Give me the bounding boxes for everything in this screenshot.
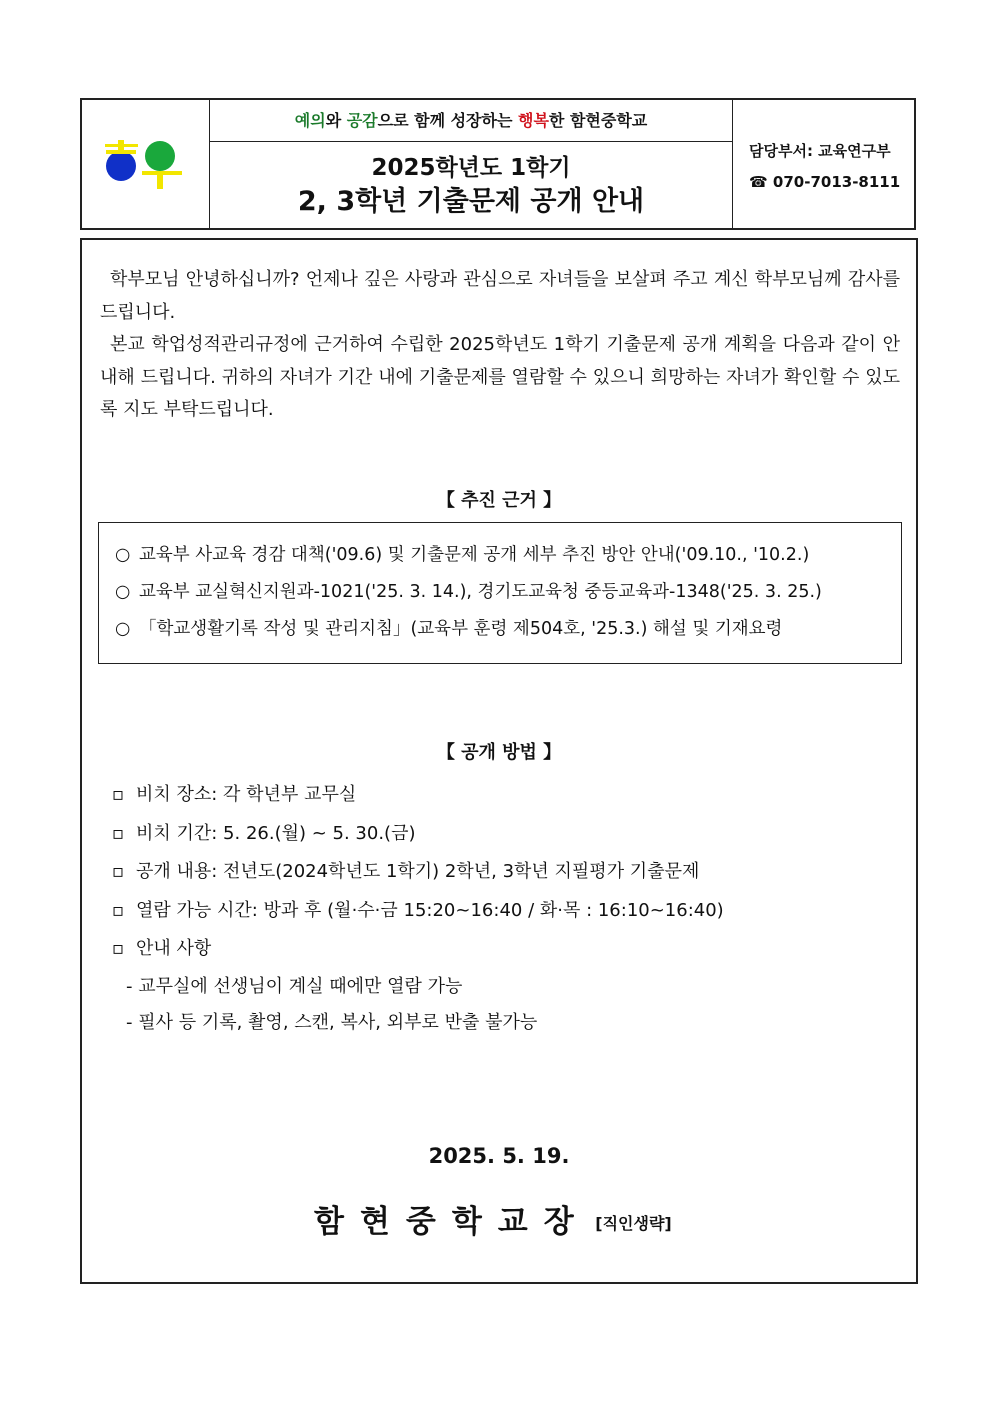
method-section-title: 【 공개 방법 】 <box>436 742 562 763</box>
circle-bullet-icon: ○ <box>115 619 131 639</box>
method-item: ▫ 비치 장소: 각 학년부 교무실 <box>112 776 724 815</box>
method-sub-item: - 교무실에 선생님이 계실 때에만 열람 가능 <box>126 975 463 997</box>
document-date: 2025. 5. 19. <box>428 1144 570 1168</box>
method-item: ▫ 공개 내용: 전년도(2024학년도 1학기) 2학년, 3학년 지필평가 기출문제 <box>112 853 724 892</box>
signer <box>314 1196 672 1241</box>
square-bullet-icon: ▫ <box>112 938 125 959</box>
intro-paragraph-1: 학부모님 안녕하십니까? 언제나 깊은 사랑과 관심으로 자녀들을 보살펴 주고 계신 학부모님께 감사를 드립니다. <box>100 269 900 323</box>
basis-box <box>98 522 902 664</box>
phone-row <box>749 173 916 191</box>
logo-cell <box>82 100 210 228</box>
document-title <box>210 142 732 230</box>
method-list <box>112 776 724 1041</box>
department-info <box>732 100 916 228</box>
basis-item: ○ 교육부 교실혁신지원과-1021('25. 3. 14.), 경기도교육청 중등교육과-1348('25. 3. 25.) <box>115 574 901 611</box>
document-header <box>80 98 916 230</box>
phone-icon: ☎ <box>749 173 768 191</box>
school-motto: 예의와 공감으로 함께 성장하는 행복한 함현중학교 <box>210 100 732 142</box>
document-body <box>80 238 918 1284</box>
square-bullet-icon: ▫ <box>112 861 125 882</box>
square-bullet-icon: ▫ <box>112 899 125 921</box>
signer-name: 함현중학교장 <box>314 1204 590 1240</box>
seal-note: [직인생략] <box>595 1214 672 1233</box>
basis-section-title: 【 추진 근거 】 <box>436 490 562 511</box>
title-line-2: 2, 3학년 기출문제 공개 안내 <box>297 186 645 217</box>
method-item: ▫ 비치 기간: 5. 26.(월) ~ 5. 30.(금) <box>112 815 724 854</box>
circle-bullet-icon: ○ <box>115 545 131 565</box>
phone-number: 070-7013-8111 <box>772 173 901 191</box>
basis-item: ○ 「학교생활기록 작성 및 관리지침」(교육부 훈령 제504호, '25.3.) 해설 및 기재요령 <box>115 611 901 648</box>
method-item: ▫ 안내 사항 <box>112 930 724 969</box>
method-item: ▫ 열람 가능 시간: 방과 후 (월·수·금 15:20~16:40 / 화·목 : 16:10~16:40) <box>112 892 724 931</box>
circle-bullet-icon: ○ <box>115 582 131 602</box>
square-bullet-icon: ▫ <box>112 784 125 805</box>
intro-text <box>100 264 900 427</box>
square-bullet-icon: ▫ <box>112 822 125 844</box>
basis-item: ○ 교육부 사교육 경감 대책('09.6) 및 기출문제 공개 세부 추진 방안 안내('09.10., '10.2.) <box>115 537 901 574</box>
department-label: 담당부서: 교육연구부 <box>749 142 891 160</box>
method-sub-item: - 필사 등 기록, 촬영, 스캔, 복사, 외부로 반출 불가능 <box>126 1011 538 1033</box>
school-logo-icon <box>102 134 184 194</box>
title-line-1: 2025학년도 1학기 <box>371 155 571 181</box>
intro-paragraph-2: 본교 학업성적관리규정에 근거하여 수립한 2025학년도 1학기 기출문제 공개 계획을 다음과 같이 안내해 드립니다. 귀하의 자녀가 기간 내에 기출문제를 열람할 수 있으니 희망하는 자녀가 확인할 수 있도록 지도 부탁드립니다. <box>100 334 900 420</box>
